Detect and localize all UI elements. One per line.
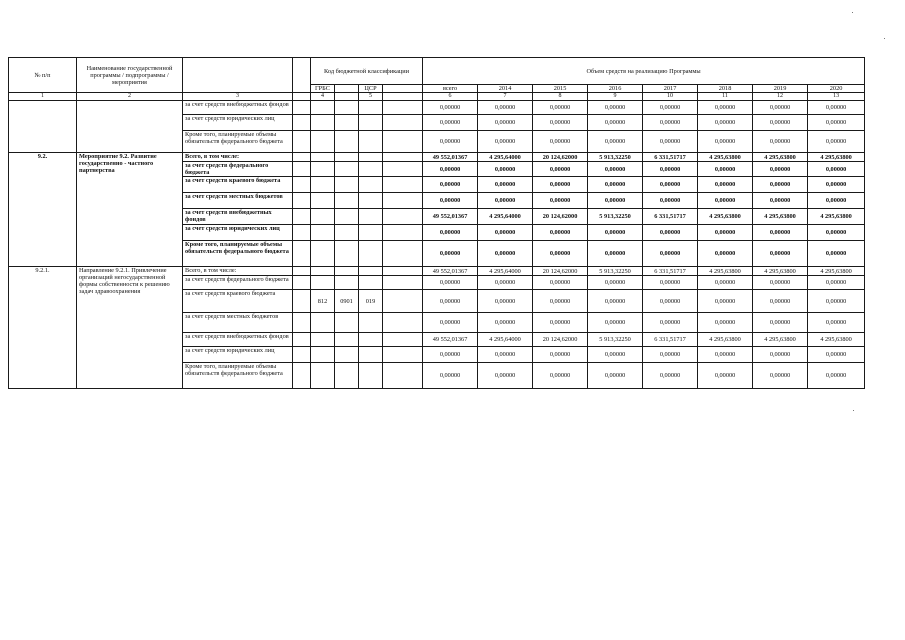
row-year-value: 0,00000 [753, 101, 808, 115]
row-year-value: 0,00000 [533, 177, 588, 193]
row-year-value: 0,00000 [478, 225, 533, 241]
row-year-value: 20 124,62000 [533, 267, 588, 276]
row-year-value: 0,00000 [643, 101, 698, 115]
header-source [183, 58, 293, 93]
column-number: 6 [423, 93, 478, 101]
row-csr [359, 276, 383, 290]
row-year-value: 0,00000 [533, 313, 588, 333]
row-blank [293, 193, 311, 209]
row-total-value: 0,00000 [423, 290, 478, 313]
row-year-value: 0,00000 [643, 313, 698, 333]
row-source: за счет средств юридических лиц [183, 115, 293, 131]
row-year-value: 0,00000 [588, 347, 643, 363]
row-csr [359, 313, 383, 333]
row-grbs [311, 177, 335, 193]
row-year-value: 0,00000 [643, 193, 698, 209]
row-source: Кроме того, планируемые объемы обязательств федерального бюджета [183, 241, 293, 267]
row-total-value: 49 552,01367 [423, 267, 478, 276]
row-total-value: 0,00000 [423, 131, 478, 153]
row-year-value: 0,00000 [533, 115, 588, 131]
row-vr [383, 267, 423, 276]
header-total: всего [423, 85, 478, 93]
header-blank [293, 58, 311, 93]
row-year-value: 0,00000 [643, 241, 698, 267]
row-total-value: 0,00000 [423, 177, 478, 193]
table-row [9, 267, 865, 276]
row-year-value: 4 295,63800 [753, 333, 808, 347]
column-number: 4 [311, 93, 335, 101]
row-blank [293, 290, 311, 313]
header-grbs: ГРБС [311, 85, 335, 93]
row-rz [335, 153, 359, 162]
row-blank [293, 276, 311, 290]
row-year-value: 0,00000 [533, 225, 588, 241]
row-year-value: 0,00000 [808, 313, 865, 333]
row-rz [335, 225, 359, 241]
row-csr [359, 347, 383, 363]
row-source: Всего, в том числе: [183, 153, 293, 162]
row-vr [383, 333, 423, 347]
column-number: 8 [533, 93, 588, 101]
row-grbs [311, 363, 335, 389]
row-grbs [311, 225, 335, 241]
table-row [9, 101, 865, 115]
column-number: 10 [643, 93, 698, 101]
row-year-value: 0,00000 [588, 290, 643, 313]
row-grbs [311, 347, 335, 363]
row-year-value: 0,00000 [808, 290, 865, 313]
row-rz [335, 313, 359, 333]
row-source: Кроме того, планируемые объемы обязательств федерального бюджета [183, 363, 293, 389]
row-rz [335, 333, 359, 347]
row-total-value: 0,00000 [423, 347, 478, 363]
row-year-value: 0,00000 [588, 177, 643, 193]
column-number-blank [293, 93, 311, 101]
row-blank [293, 153, 311, 162]
header-year: 2017 [643, 85, 698, 93]
row-year-value: 0,00000 [753, 347, 808, 363]
header-row [9, 58, 865, 85]
row-vr [383, 363, 423, 389]
row-grbs [311, 131, 335, 153]
row-year-value: 0,00000 [643, 177, 698, 193]
row-blank [293, 177, 311, 193]
row-source: Кроме того, планируемые объемы обязательств федерального бюджета [183, 131, 293, 153]
row-year-value: 0,00000 [478, 363, 533, 389]
row-year-value: 0,00000 [808, 225, 865, 241]
row-year-value: 0,00000 [588, 193, 643, 209]
header-volume-group: Объем средств на реализацию Программы [423, 58, 865, 85]
row-year-value: 0,00000 [808, 101, 865, 115]
row-year-value: 0,00000 [753, 162, 808, 177]
row-rz [335, 276, 359, 290]
row-grbs [311, 267, 335, 276]
row-total-value: 0,00000 [423, 313, 478, 333]
row-year-value: 5 913,32250 [588, 267, 643, 276]
column-number-blank [383, 93, 423, 101]
row-year-value: 0,00000 [753, 363, 808, 389]
row-csr [359, 162, 383, 177]
row-year-value: 4 295,63800 [753, 209, 808, 225]
row-blank [293, 131, 311, 153]
row-rz [335, 347, 359, 363]
row-vr [383, 276, 423, 290]
row-grbs [311, 162, 335, 177]
row-source: за счет средств краевого бюджета [183, 177, 293, 193]
row-name: Направление 9.2.1. Привлечение организаций негосударственной формы собственности к решению задач здравоохранения [77, 267, 183, 389]
row-blank [293, 347, 311, 363]
row-year-value: 6 331,51717 [643, 333, 698, 347]
row-grbs: 812 [311, 290, 335, 313]
row-year-value: 20 124,62000 [533, 209, 588, 225]
row-grbs [311, 313, 335, 333]
row-year-value: 4 295,63800 [808, 209, 865, 225]
row-total-value: 0,00000 [423, 276, 478, 290]
row-csr [359, 267, 383, 276]
row-total-value: 49 552,01367 [423, 333, 478, 347]
row-year-value: 0,00000 [478, 241, 533, 267]
row-year-value: 0,00000 [698, 347, 753, 363]
row-rz [335, 209, 359, 225]
row-year-value: 0,00000 [698, 225, 753, 241]
row-year-value: 0,00000 [698, 162, 753, 177]
row-year-value: 0,00000 [533, 290, 588, 313]
row-grbs [311, 241, 335, 267]
row-year-value: 0,00000 [643, 290, 698, 313]
row-year-value: 0,00000 [808, 241, 865, 267]
row-total-value: 0,00000 [423, 363, 478, 389]
row-blank [293, 225, 311, 241]
row-grbs [311, 333, 335, 347]
row-year-value: 0,00000 [478, 313, 533, 333]
row-year-value: 4 295,63800 [808, 267, 865, 276]
row-csr [359, 101, 383, 115]
scan-speck [853, 410, 854, 411]
row-year-value: 4 295,63800 [808, 333, 865, 347]
row-rz [335, 115, 359, 131]
row-year-value: 0,00000 [753, 193, 808, 209]
row-year-value: 0,00000 [753, 241, 808, 267]
column-number: 3 [183, 93, 293, 101]
row-year-value: 0,00000 [588, 241, 643, 267]
row-blank [293, 363, 311, 389]
row-total-value: 49 552,01367 [423, 153, 478, 162]
row-blank [293, 101, 311, 115]
row-year-value: 4 295,63800 [808, 153, 865, 162]
header-code-group: Код бюджетной классификации [311, 58, 423, 85]
row-blank [293, 333, 311, 347]
row-year-value: 20 124,62000 [533, 333, 588, 347]
table-body [9, 101, 865, 389]
row-year-value: 0,00000 [753, 313, 808, 333]
column-number-blank [335, 93, 359, 101]
column-number: 7 [478, 93, 533, 101]
row-vr [383, 225, 423, 241]
row-year-value: 0,00000 [753, 115, 808, 131]
header-year: 2014 [478, 85, 533, 93]
header-name: Наименование государственной программы / подпрограммы / мероприятия [77, 58, 183, 93]
row-year-value: 0,00000 [588, 363, 643, 389]
row-number [9, 101, 77, 153]
row-rz [335, 267, 359, 276]
row-year-value: 5 913,32250 [588, 333, 643, 347]
header-year: 2020 [808, 85, 865, 93]
row-year-value: 0,00000 [698, 363, 753, 389]
row-year-value: 0,00000 [478, 290, 533, 313]
row-vr [383, 131, 423, 153]
row-year-value: 4 295,64000 [478, 267, 533, 276]
row-year-value: 5 913,32250 [588, 209, 643, 225]
header-year: 2015 [533, 85, 588, 93]
column-number: 13 [808, 93, 865, 101]
row-csr [359, 225, 383, 241]
row-year-value: 6 331,51717 [643, 209, 698, 225]
row-csr [359, 115, 383, 131]
row-year-value: 4 295,64000 [478, 153, 533, 162]
row-year-value: 0,00000 [643, 225, 698, 241]
row-source: за счет средств внебюджетных фондов [183, 101, 293, 115]
row-vr [383, 313, 423, 333]
row-year-value: 4 295,64000 [478, 333, 533, 347]
header-csr: ЦСР [359, 85, 383, 93]
row-year-value: 0,00000 [533, 241, 588, 267]
row-year-value: 0,00000 [698, 290, 753, 313]
row-year-value: 0,00000 [808, 276, 865, 290]
row-rz [335, 101, 359, 115]
row-year-value: 0,00000 [698, 241, 753, 267]
row-year-value: 0,00000 [698, 115, 753, 131]
row-year-value: 0,00000 [753, 225, 808, 241]
row-year-value: 0,00000 [808, 363, 865, 389]
row-rz [335, 162, 359, 177]
row-source: за счет средств краевого бюджета [183, 290, 293, 313]
row-csr [359, 153, 383, 162]
row-year-value: 0,00000 [588, 276, 643, 290]
column-number-row [9, 93, 865, 101]
row-vr [383, 209, 423, 225]
row-year-value: 4 295,63800 [698, 267, 753, 276]
row-vr [383, 101, 423, 115]
row-rz [335, 193, 359, 209]
row-grbs [311, 193, 335, 209]
row-blank [293, 209, 311, 225]
row-year-value: 4 295,63800 [753, 267, 808, 276]
row-grbs [311, 101, 335, 115]
row-year-value: 0,00000 [808, 115, 865, 131]
row-year-value: 0,00000 [588, 162, 643, 177]
row-blank [293, 313, 311, 333]
row-year-value: 0,00000 [588, 115, 643, 131]
row-year-value: 0,00000 [698, 131, 753, 153]
header-vr [383, 85, 423, 93]
row-source: за счет средств местных бюджетов [183, 313, 293, 333]
row-year-value: 6 331,51717 [643, 153, 698, 162]
row-year-value: 0,00000 [808, 193, 865, 209]
row-csr: 019 [359, 290, 383, 313]
row-year-value: 0,00000 [698, 276, 753, 290]
row-year-value: 0,00000 [533, 131, 588, 153]
row-grbs [311, 153, 335, 162]
row-source: за счет средств федерального бюджета [183, 276, 293, 290]
row-csr [359, 241, 383, 267]
row-year-value: 0,00000 [808, 162, 865, 177]
row-csr [359, 209, 383, 225]
row-vr [383, 193, 423, 209]
row-year-value: 0,00000 [478, 276, 533, 290]
row-year-value: 4 295,63800 [698, 333, 753, 347]
column-number: 2 [77, 93, 183, 101]
column-number: 5 [359, 93, 383, 101]
row-grbs [311, 115, 335, 131]
row-year-value: 0,00000 [698, 177, 753, 193]
row-source: за счет средств федерального бюджета [183, 162, 293, 177]
row-year-value: 0,00000 [478, 162, 533, 177]
row-blank [293, 115, 311, 131]
row-year-value: 6 331,51717 [643, 267, 698, 276]
row-number: 9.2. [9, 153, 77, 267]
scan-speck [852, 12, 853, 13]
row-source: за счет средств юридических лиц [183, 225, 293, 241]
row-year-value: 0,00000 [588, 101, 643, 115]
row-vr [383, 347, 423, 363]
row-year-value: 0,00000 [698, 193, 753, 209]
row-rz [335, 131, 359, 153]
row-vr [383, 177, 423, 193]
row-year-value: 0,00000 [588, 131, 643, 153]
row-vr [383, 290, 423, 313]
row-year-value: 0,00000 [643, 276, 698, 290]
row-source: за счет средств местных бюджетов [183, 193, 293, 209]
row-year-value: 0,00000 [478, 101, 533, 115]
budget-table [8, 57, 865, 389]
column-number: 11 [698, 93, 753, 101]
row-year-value: 20 124,62000 [533, 153, 588, 162]
table-row [9, 153, 865, 162]
row-year-value: 0,00000 [643, 363, 698, 389]
row-year-value: 0,00000 [533, 193, 588, 209]
row-year-value: 4 295,64000 [478, 209, 533, 225]
header-rz [335, 85, 359, 93]
row-name [77, 101, 183, 153]
row-blank [293, 241, 311, 267]
row-rz: 0901 [335, 290, 359, 313]
row-grbs [311, 209, 335, 225]
row-year-value: 0,00000 [588, 225, 643, 241]
row-csr [359, 177, 383, 193]
row-year-value: 0,00000 [533, 101, 588, 115]
row-vr [383, 241, 423, 267]
row-grbs [311, 276, 335, 290]
row-year-value: 0,00000 [698, 101, 753, 115]
row-year-value: 0,00000 [753, 290, 808, 313]
row-name: Мероприятие 9.2. Развитие государственно - частного партнерства [77, 153, 183, 267]
row-year-value: 0,00000 [753, 276, 808, 290]
row-year-value: 0,00000 [478, 347, 533, 363]
row-blank [293, 162, 311, 177]
row-year-value: 0,00000 [808, 131, 865, 153]
row-year-value: 0,00000 [478, 115, 533, 131]
column-number: 12 [753, 93, 808, 101]
row-total-value: 0,00000 [423, 241, 478, 267]
row-source: Всего, в том числе: [183, 267, 293, 276]
row-csr [359, 131, 383, 153]
row-year-value: 0,00000 [698, 313, 753, 333]
row-source: за счет средств внебюджетных фондов [183, 209, 293, 225]
row-year-value: 0,00000 [643, 162, 698, 177]
row-source: за счет средств внебюджетных фондов [183, 333, 293, 347]
row-year-value: 0,00000 [643, 115, 698, 131]
column-number: 1 [9, 93, 77, 101]
row-total-value: 0,00000 [423, 101, 478, 115]
row-year-value: 0,00000 [753, 131, 808, 153]
row-year-value: 4 295,63800 [753, 153, 808, 162]
row-year-value: 0,00000 [478, 131, 533, 153]
row-year-value: 4 295,63800 [698, 153, 753, 162]
row-rz [335, 363, 359, 389]
row-rz [335, 241, 359, 267]
row-total-value: 49 552,01367 [423, 209, 478, 225]
row-year-value: 0,00000 [533, 162, 588, 177]
row-total-value: 0,00000 [423, 193, 478, 209]
row-year-value: 0,00000 [533, 347, 588, 363]
row-year-value: 0,00000 [808, 347, 865, 363]
row-year-value: 4 295,63800 [698, 209, 753, 225]
header-num: № п/п [9, 58, 77, 93]
row-csr [359, 193, 383, 209]
row-source: за счет средств юридических лиц [183, 347, 293, 363]
row-year-value: 0,00000 [533, 363, 588, 389]
row-vr [383, 162, 423, 177]
row-total-value: 0,00000 [423, 162, 478, 177]
row-year-value: 0,00000 [808, 177, 865, 193]
row-vr [383, 115, 423, 131]
row-year-value: 0,00000 [588, 313, 643, 333]
header-year: 2018 [698, 85, 753, 93]
row-total-value: 0,00000 [423, 225, 478, 241]
row-year-value: 0,00000 [643, 131, 698, 153]
row-year-value: 0,00000 [478, 177, 533, 193]
row-rz [335, 177, 359, 193]
row-year-value: 0,00000 [643, 347, 698, 363]
row-vr [383, 153, 423, 162]
row-csr [359, 363, 383, 389]
column-number: 9 [588, 93, 643, 101]
row-year-value: 0,00000 [533, 276, 588, 290]
row-year-value: 0,00000 [478, 193, 533, 209]
header-year: 2016 [588, 85, 643, 93]
row-blank [293, 267, 311, 276]
scan-speck [884, 38, 885, 39]
row-year-value: 5 913,32250 [588, 153, 643, 162]
row-year-value: 0,00000 [753, 177, 808, 193]
row-total-value: 0,00000 [423, 115, 478, 131]
row-number: 9.2.1. [9, 267, 77, 389]
header-year: 2019 [753, 85, 808, 93]
row-csr [359, 333, 383, 347]
